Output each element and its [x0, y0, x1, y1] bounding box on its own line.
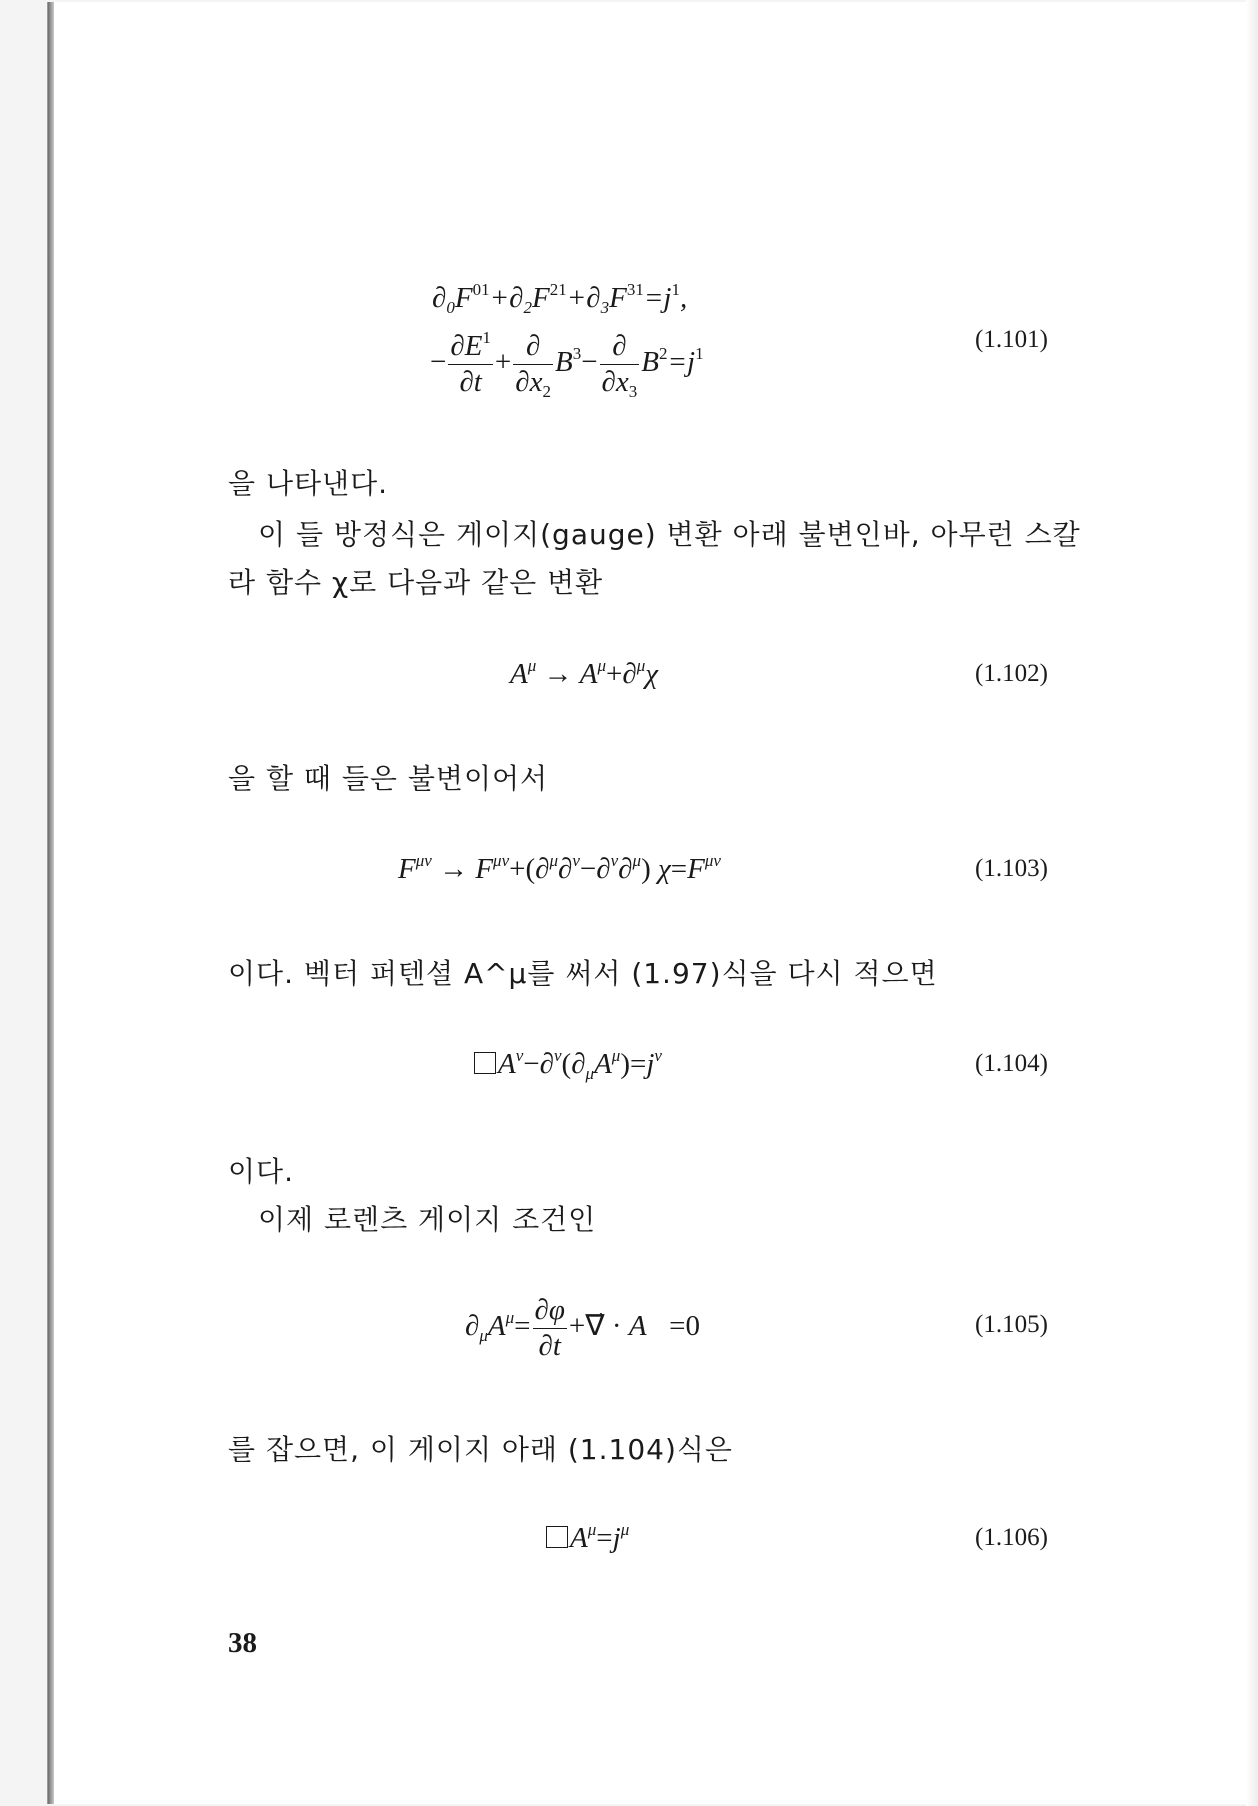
- equation-1-101-line1: $\partial_0F^{01}+\partial_2F^{21}+\partial_3F^{31}=j^1$,: [432, 280, 688, 317]
- equation-1-105: $\partial_\mu A^\mu=$ $\frac{\partial\varphi}{\partial t}$ +∇⃗ · A⃗=0: [465, 1294, 700, 1362]
- book-page: [49, 2, 1258, 1804]
- paragraph-text: 이다. 벡터 퍼텐셜 A^μ를 써서 (1.97)식을 다시 적으면: [228, 957, 938, 990]
- equation-number: (1.106): [975, 1524, 1048, 1551]
- paragraph-text: 이제 로렌츠 게이지 조건인: [258, 1203, 597, 1236]
- equation-number: (1.105): [975, 1311, 1048, 1338]
- paragraph-text: 이 들 방정식은 게이지(gauge) 변환 아래 불변인바, 아무런 스칼: [258, 518, 1081, 551]
- paragraph-text: 을 나타낸다.: [228, 467, 389, 500]
- equation-1-106: $A^\mu=j^\mu$: [546, 1524, 629, 1553]
- book-spine: [48, 2, 54, 1804]
- equation-1-103: $F^{\mu\nu} \to F^{\mu\nu}+(\partial^\mu\partial^\nu-\partial^\nu\partial^\mu)$ $\chi=F^{\mu\nu}$: [398, 851, 721, 885]
- paragraph-text: 라 함수 χ로 다음과 같은 변환: [228, 566, 604, 599]
- paragraph-text: 를 잡으면, 이 게이지 아래 (1.104)식은: [228, 1433, 733, 1466]
- paragraph-text: 을 할 때 들은 불변이어서: [228, 762, 549, 795]
- equation-number: (1.102): [975, 660, 1048, 687]
- page-number: 38: [228, 1627, 257, 1659]
- page-edge: [1246, 0, 1258, 1806]
- equation-1-104: $A^\nu-\partial^\nu(\partial_\mu A^\mu)=j^\nu$: [474, 1050, 662, 1079]
- equation-1-102: $A^\mu \to A^\mu+\partial^\mu\chi$: [510, 656, 659, 690]
- equation-1-101-line2: − $\frac{\partial E^1}{\partial t}$ + $\frac{\partial}{\partial x_2}$ $B^3-$ $\frac{\partial}{\partial x_3}$ $B^2=j^1$: [430, 328, 704, 401]
- equation-number: (1.104): [975, 1050, 1048, 1077]
- paragraph-text: 이다.: [228, 1155, 294, 1188]
- equation-number: (1.103): [975, 855, 1048, 882]
- equation-number: (1.101): [975, 326, 1048, 353]
